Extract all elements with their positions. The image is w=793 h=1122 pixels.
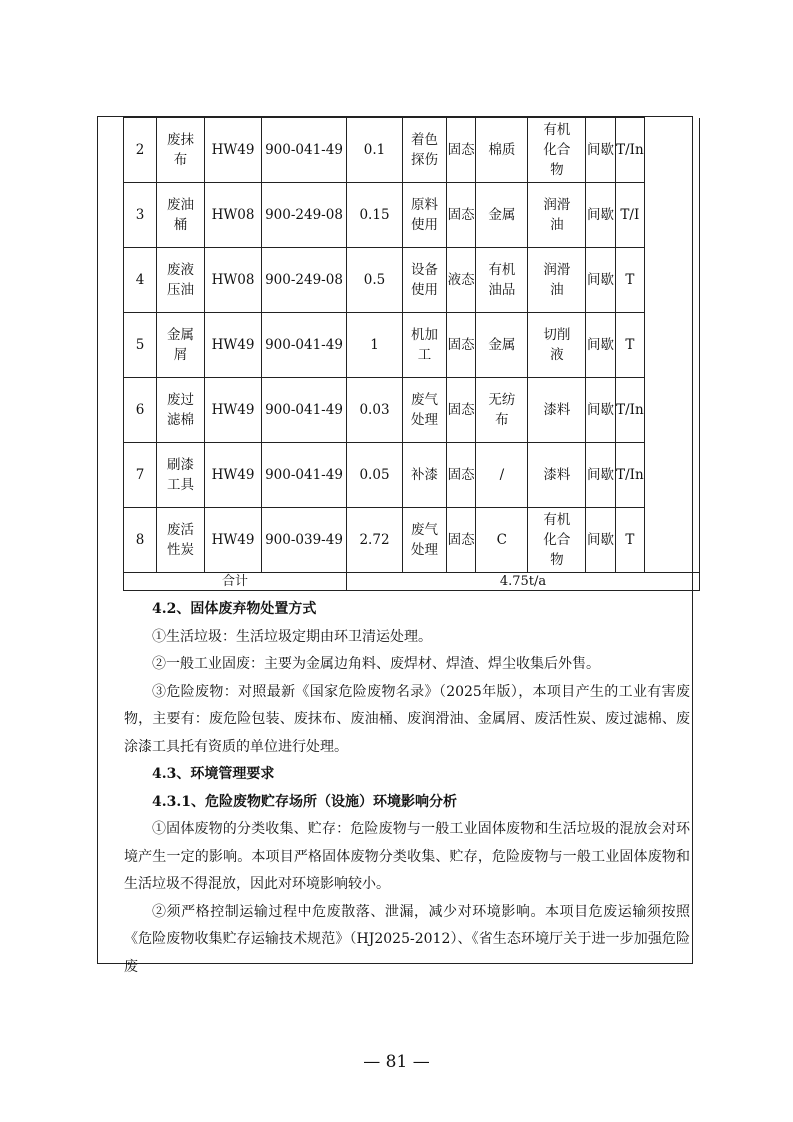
serial-number-cell xyxy=(124,508,157,573)
total-label: 合计 xyxy=(124,573,347,591)
cycle: 间歇 xyxy=(587,142,615,158)
waste-code: 900-249-08 xyxy=(265,272,343,288)
waste-category: HW49 xyxy=(211,402,255,418)
cycle: 间歇 xyxy=(587,467,615,483)
waste-code: 900-039-49 xyxy=(265,532,343,548)
waste-code: 900-041-49 xyxy=(265,467,343,483)
form: 固态 xyxy=(447,467,475,483)
quantity: 0.1 xyxy=(363,142,386,158)
quantity: 2.72 xyxy=(359,532,390,548)
quantity-cell xyxy=(347,508,403,573)
hazard-property-cell xyxy=(615,443,644,508)
blank-cell xyxy=(645,378,700,443)
blank-cell xyxy=(645,508,700,573)
waste-category: HW49 xyxy=(211,532,255,548)
quantity-cell xyxy=(347,313,403,378)
waste-category-cell xyxy=(205,118,262,183)
quantity-cell xyxy=(347,248,403,313)
section-heading-4-2: 4.2、固体废弃物处置方式 xyxy=(152,601,317,617)
waste-name: 废油桶 xyxy=(167,197,194,233)
waste-name-cell xyxy=(157,248,205,313)
waste-name-cell xyxy=(157,313,205,378)
quantity-cell xyxy=(347,183,403,248)
main-component-cell xyxy=(476,248,528,313)
serial-number-cell xyxy=(124,378,157,443)
blank-cell xyxy=(645,118,700,183)
hazard-property: T/I xyxy=(620,207,640,223)
main-component: C xyxy=(496,532,508,548)
source: 废气处理 xyxy=(411,522,438,558)
section-heading-4-3: 4.3、环境管理要求 xyxy=(152,766,275,782)
waste-name: 废活性炭 xyxy=(167,522,194,558)
hazardous-component-cell xyxy=(528,378,586,443)
main-component: 棉质 xyxy=(488,142,516,158)
hazard-property-cell xyxy=(615,248,644,313)
waste-code-cell xyxy=(262,378,347,443)
total-row xyxy=(124,573,700,591)
waste-category-cell xyxy=(205,313,262,378)
hazardous-component: 切削液 xyxy=(543,327,571,363)
hazard-property: T xyxy=(625,532,635,548)
quantity: 0.03 xyxy=(359,402,390,418)
hazardous-component-cell xyxy=(528,183,586,248)
cycle-cell xyxy=(586,443,615,508)
waste-name-cell xyxy=(157,508,205,573)
serial-number-cell xyxy=(124,183,157,248)
hazard-property-cell xyxy=(615,118,644,183)
waste-category: HW49 xyxy=(211,467,255,483)
table-row xyxy=(124,183,700,248)
paragraph-hazardous-waste: ③危险废物：对照最新《国家危险废物名录》（2025年版），本项目产生的工业有害废物，主要有：废危险包装、废抹布、废油桶、废润滑油、金属屑、废活性炭、废过滤棉、废涂漆工具托有资质的单位进行处理。 xyxy=(124,683,690,755)
main-component-cell xyxy=(476,508,528,573)
form-cell xyxy=(447,443,476,508)
source-cell xyxy=(403,508,447,573)
waste-category: HW49 xyxy=(211,337,255,353)
quantity-cell xyxy=(347,443,403,508)
cycle: 间歇 xyxy=(587,337,615,353)
serial-number-cell xyxy=(124,118,157,183)
hazardous-component: 有机化合物 xyxy=(543,512,571,568)
cycle-cell xyxy=(586,313,615,378)
hazard-property-cell xyxy=(615,508,644,573)
waste-category-cell xyxy=(205,508,262,573)
waste-code-cell xyxy=(262,508,347,573)
form: 液态 xyxy=(447,272,475,288)
waste-code-cell xyxy=(262,248,347,313)
hazard-property: T/In xyxy=(616,467,644,483)
blank-cell xyxy=(645,248,700,313)
hazardous-component: 有机化合物 xyxy=(543,122,571,178)
waste-name-cell xyxy=(157,118,205,183)
quantity-cell xyxy=(347,378,403,443)
waste-name: 刷漆工具 xyxy=(167,457,194,493)
main-component: / xyxy=(499,467,505,483)
source-cell xyxy=(403,443,447,508)
serial-number: 7 xyxy=(135,467,145,483)
blank-cell xyxy=(645,313,700,378)
cycle-cell xyxy=(586,118,615,183)
main-component: 金属 xyxy=(488,207,516,223)
form-cell xyxy=(447,118,476,183)
waste-name: 废过滤棉 xyxy=(167,392,194,428)
table-row xyxy=(124,378,700,443)
main-component: 无纺布 xyxy=(488,392,516,428)
form-cell xyxy=(447,183,476,248)
main-component-cell xyxy=(476,443,528,508)
main-component-cell xyxy=(476,313,528,378)
paragraph-transport-control: ②须严格控制运输过程中危废散落、泄漏，减少对环境影响。本项目危废运输须按照《危险废物收集贮存运输技术规范》（HJ2025-2012）、《省生态环境厅关于进一步加强危险废 xyxy=(124,903,690,975)
waste-name: 废液压油 xyxy=(167,262,194,298)
waste-code-cell xyxy=(262,443,347,508)
hazardous-component: 润滑油 xyxy=(543,197,571,233)
form: 固态 xyxy=(447,142,475,158)
hazard-property: T/In xyxy=(616,402,644,418)
source: 废气处理 xyxy=(411,392,438,428)
main-component-cell xyxy=(476,118,528,183)
source-cell xyxy=(403,248,447,313)
waste-category: HW49 xyxy=(211,142,255,158)
page-number: — 81 — xyxy=(363,1052,430,1072)
hazardous-component-cell xyxy=(528,118,586,183)
serial-number: 2 xyxy=(135,142,145,158)
hazardous-component-cell xyxy=(528,248,586,313)
cycle: 间歇 xyxy=(587,402,615,418)
serial-number-cell xyxy=(124,248,157,313)
table-row xyxy=(124,118,700,183)
form-cell xyxy=(447,313,476,378)
waste-name-cell xyxy=(157,183,205,248)
waste-code-cell xyxy=(262,183,347,248)
serial-number: 4 xyxy=(135,272,145,288)
table-row xyxy=(124,508,700,573)
main-component: 金属 xyxy=(488,337,516,353)
hazardous-component: 漆料 xyxy=(543,467,571,483)
waste-category: HW08 xyxy=(211,207,255,223)
hazard-property-cell xyxy=(615,313,644,378)
paragraph-classified-storage: ①固体废物的分类收集、贮存：危险废物与一般工业固体废物和生活垃圾的混放会对环境产生一定的影响。本项目严格固体废物分类收集、贮存，危险废物与一般工业固体废物和生活垃圾不得混放，因此对环境影响较小。 xyxy=(124,821,690,892)
quantity: 0.15 xyxy=(359,207,390,223)
cycle-cell xyxy=(586,248,615,313)
main-component-cell xyxy=(476,378,528,443)
paragraph-industrial-waste: ②一般工业固废：主要为金属边角料、废焊材、焊渣、焊尘收集后外售。 xyxy=(152,656,600,672)
hazard-property-cell xyxy=(615,183,644,248)
waste-name-cell xyxy=(157,443,205,508)
serial-number: 6 xyxy=(135,402,145,418)
hazardous-component: 润滑油 xyxy=(543,262,571,298)
serial-number: 5 xyxy=(135,337,145,353)
waste-code: 900-041-49 xyxy=(265,402,343,418)
source-cell xyxy=(403,183,447,248)
waste-name: 金属屑 xyxy=(167,327,194,363)
serial-number-cell xyxy=(124,313,157,378)
source-cell xyxy=(403,118,447,183)
hazardous-component-cell xyxy=(528,313,586,378)
body-text xyxy=(124,596,690,981)
form-cell xyxy=(447,508,476,573)
source: 原料使用 xyxy=(411,197,438,233)
waste-code: 900-249-08 xyxy=(265,207,343,223)
waste-code: 900-041-49 xyxy=(265,142,343,158)
form-cell xyxy=(447,378,476,443)
hazardous-component: 漆料 xyxy=(543,402,571,418)
waste-code-cell xyxy=(262,118,347,183)
source-cell xyxy=(403,313,447,378)
hazard-property-cell xyxy=(615,378,644,443)
source: 设备使用 xyxy=(411,262,438,298)
table-row xyxy=(124,443,700,508)
hazard-property: T xyxy=(625,337,635,353)
source: 着色探伤 xyxy=(411,132,438,168)
serial-number: 8 xyxy=(135,532,145,548)
serial-number-cell xyxy=(124,443,157,508)
blank-cell xyxy=(645,443,700,508)
cycle: 间歇 xyxy=(587,207,615,223)
paragraph-domestic-waste: ①生活垃圾：生活垃圾定期由环卫清运处理。 xyxy=(152,628,432,645)
waste-category-cell xyxy=(205,183,262,248)
waste-code: 900-041-49 xyxy=(265,337,343,353)
quantity: 0.05 xyxy=(359,467,390,483)
main-component-cell xyxy=(476,183,528,248)
waste-category: HW08 xyxy=(211,272,255,288)
section-heading-4-3-1: 4.3.1、危险废物贮存场所（设施）环境影响分析 xyxy=(152,793,457,810)
hazardous-component-cell xyxy=(528,508,586,573)
quantity-cell xyxy=(347,118,403,183)
hazard-property: T xyxy=(625,272,635,288)
cycle: 间歇 xyxy=(587,272,615,288)
waste-name: 废抹布 xyxy=(167,132,194,168)
hazard-property: T/In xyxy=(616,142,644,158)
form: 固态 xyxy=(447,532,475,548)
cycle-cell xyxy=(586,508,615,573)
quantity: 0.5 xyxy=(363,272,386,288)
waste-code-cell xyxy=(262,313,347,378)
blank-cell xyxy=(645,183,700,248)
source: 补漆 xyxy=(411,467,438,483)
source-cell xyxy=(403,378,447,443)
main-component: 有机油品 xyxy=(488,262,516,298)
quantity: 1 xyxy=(370,337,379,353)
cycle-cell xyxy=(586,183,615,248)
cycle: 间歇 xyxy=(587,532,615,548)
total-value: 4.75t/a xyxy=(347,573,700,591)
waste-category-cell xyxy=(205,378,262,443)
source: 机加工 xyxy=(411,327,438,363)
cycle-cell xyxy=(586,378,615,443)
serial-number: 3 xyxy=(135,207,145,223)
hazardous-component-cell xyxy=(528,443,586,508)
form: 固态 xyxy=(447,337,475,353)
form: 固态 xyxy=(447,402,475,418)
waste-category-cell xyxy=(205,248,262,313)
form: 固态 xyxy=(447,207,475,223)
form-cell xyxy=(447,248,476,313)
table-row xyxy=(124,313,700,378)
hazardous-waste-table xyxy=(123,117,700,591)
waste-category-cell xyxy=(205,443,262,508)
table-row xyxy=(124,248,700,313)
waste-name-cell xyxy=(157,378,205,443)
